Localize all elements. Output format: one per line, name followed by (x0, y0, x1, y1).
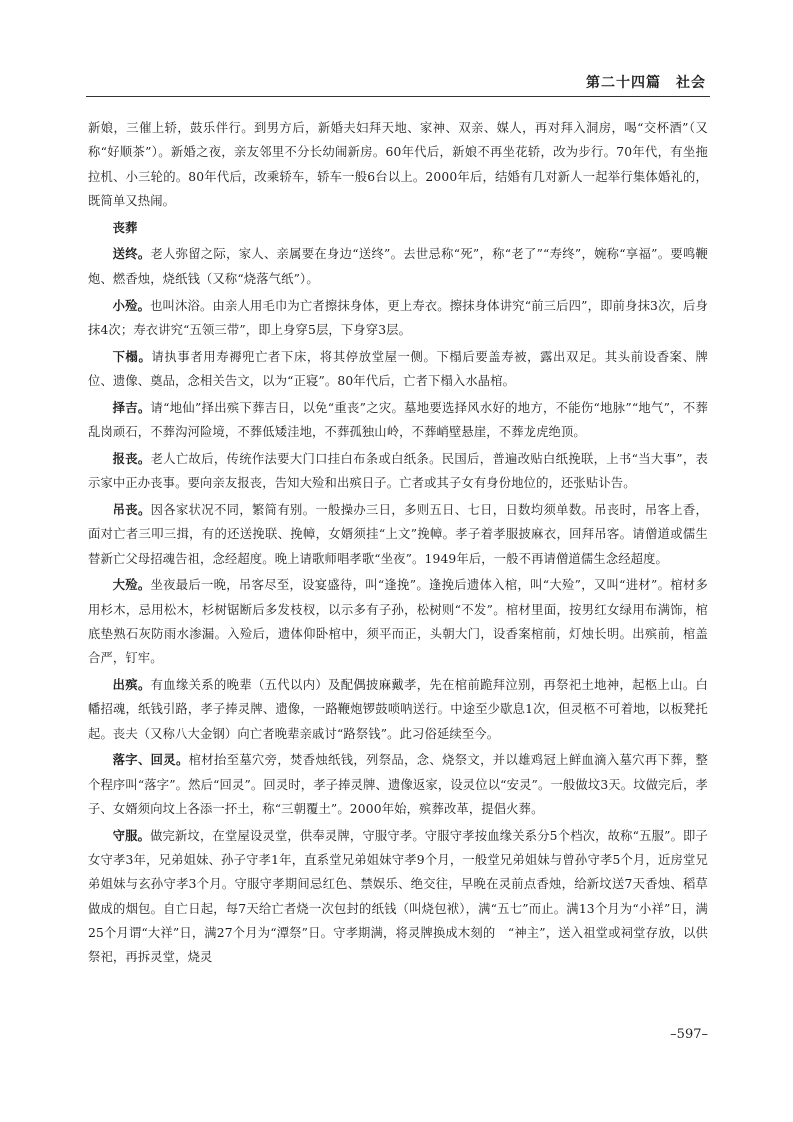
term: 出殡。 (112, 678, 151, 693)
section-heading: 丧葬 (112, 220, 138, 235)
paragraph-text: 做完新坟，在堂屋设灵堂，供奉灵牌，守服守孝。守服守孝按血缘关系分5个档次，故称“五服”。即子女守孝3年，兄弟姐妹、孙子守孝1年，直系堂兄弟姐妹守孝9个月，一般堂兄弟姐妹与曾孙守孝5个月，近房堂兄弟姐妹与玄孙守孝3个月。守服守孝期间忌红色、禁娱乐、绝交往，早晚在灵前点香烛，给新坟送7天香烛、稻草做成的烟包。自亡日起，每7天给亡者烧一次包封的纸钱（叫烧包袱），满“五七”而止。满13个月为“小祥”日，满25个月谓“大祥”日，满27个月为“潭祭”日。守孝期满，将灵牌换成木刻的 “神主”，送入祖堂或祠堂存放，以供祭祀，再拆灵堂，烧灵 (88, 828, 708, 965)
paragraph-dalian (88, 573, 708, 670)
paragraph-chubin (88, 673, 708, 746)
paragraph-text: 请“地仙”择出殡下葬吉日，以免“重丧”之灾。墓地要选择风水好的地方，不能伤“地脉”“地气”，不葬乱岗顽石，不葬沟河险境，不葬低矮洼地，不葬孤独山岭，不葬峭壁悬崖，不葬龙虎绝顶。 (88, 400, 708, 440)
paragraph-diaosang (88, 498, 708, 571)
term: 择吉。 (112, 400, 151, 415)
paragraph-text: 有血缘关系的晚辈（五代以内）及配偶披麻戴孝，先在棺前跪拜泣别，再祭祀土地神，起柩上山。白幡招魂，纸钱引路，孝子捧灵牌、遗像，一路鞭炮锣鼓唢呐送行。中途至少歇息1次，但灵柩不可着地，以板凳托起。丧夫（又称八大金钢）向亡者晚辈亲戚讨“路祭钱”。此习俗延续至今。 (88, 678, 709, 741)
paragraph-text: 老人亡故后，传统作法要大门口挂白布条或白纸条。民国后，普遍改贴白纸挽联，上书“当大事”，表示家中正办丧事。要向亲友报丧，告知大殓和出殡日子。亡者或其子女有身份地位的，还张贴讣告。 (88, 451, 709, 491)
term: 守服。 (112, 828, 151, 843)
paragraph-baosang (88, 447, 708, 496)
paragraph-text: 也叫沐浴。由亲人用毛巾为亡者擦抹身体，更上寿衣。擦抹身体讲究“前三后四”，即前身抹3次，后身抹4次；寿衣讲究“五领三带”，即上身穿5层，下身穿3层。 (88, 298, 708, 337)
term: 小殓。 (112, 298, 151, 313)
paragraph-xiata (88, 345, 708, 394)
term: 大殓。 (112, 578, 151, 593)
term: 报丧。 (112, 451, 151, 466)
paragraph-xiaolian (88, 294, 708, 343)
running-header (86, 72, 710, 97)
term: 下榻。 (112, 349, 152, 364)
paragraph-text: 请执事者用寿褥兜亡者下床，将其停放堂屋一侧。下榻后要盖寿被，露出双足。其头前设香案、牌位、遗像、奠品，念相关告文，以为“正寝”。80年代后，亡者下榻入水晶棺。 (88, 349, 709, 388)
chapter-title: 第二十四篇 社会 (586, 75, 706, 91)
page-number: –597– (670, 1027, 708, 1042)
paragraph-songzhong (88, 242, 708, 291)
term: 吊丧。 (112, 502, 151, 517)
term: 送终。 (112, 247, 151, 262)
paragraph-luozi-huiling (88, 748, 708, 821)
intro-paragraph: 新娘，三催上轿，鼓乐伴行。到男方后，新婚夫妇拜天地、家神、双亲、媒人，再对拜入洞房，喝“交杯酒”（又称“好顺茶”）。新婚之夜，亲友邻里不分长幼闹新房。60年代后，新娘不再坐花轿，改为步行。70年代，有坐拖拉机、小三轮的。80年代后，改乘轿车，轿车一般6台以上。2000年后，结婚有几对新人一起举行集体婚礼的，既简单又热闹。 (88, 121, 708, 208)
paragraph-text: 老人弥留之际，家人、亲属要在身边“送终”。去世忌称“死”，称“老了”“寿终”，婉称“享福”。要鸣鞭炮、燃香烛，烧纸钱（又称“烧落气纸”）。 (88, 247, 709, 286)
paragraph-zeji (88, 396, 708, 445)
paragraph-text: 坐夜最后一晚，吊客尽至，设宴盛待，叫“逢挽”。逢挽后遗体入棺，叫“大殓”，又叫“进材”。棺材多用杉木，忌用松木，杉树锯断后多发枝杈，以示多有子孙，松树则“不发”。棺材里面，按男红女绿用布满饰，棺底垫熟石灰防雨水渗漏。入殓后，遗体仰卧棺中，须平而正，头朝大门，设香案棺前，灯烛长明。出殡前，棺盖合严，钉牢。 (88, 578, 708, 666)
page-body (88, 116, 708, 972)
paragraph-text: 因各家状况不同，繁简有别。一般操办三日，多则五日、七日，日数均须单数。吊丧时，吊客上香，面对亡者三叩三揖，有的还送挽联、挽幛，女婿须挂“上文”挽幛。孝子着孝服披麻衣，回拜吊客。请僧道或儒生替新亡父母招魂告祖，念经超度。晚上请歌师唱孝歌“坐夜”。1949年后，一般不再请僧道儒生念经超度。 (88, 502, 709, 566)
term: 落字、回灵。 (112, 753, 189, 768)
paragraph-shoufu (88, 824, 708, 970)
paragraph-text: 棺材抬至墓穴旁，焚香烛纸钱，列祭品，念、烧祭文，并以雄鸡冠上鲜血滴入墓穴再下葬，整个程序叫“落字”。然后“回灵”。回灵时，孝子捧灵牌、遗像返家，设灵位以“安灵”。一般做坟3天。坟做完后，孝子、女婿须向坟上各添一抔土，称“三朝覆土”。2000年始，殡葬改革，提倡火葬。 (88, 753, 708, 817)
